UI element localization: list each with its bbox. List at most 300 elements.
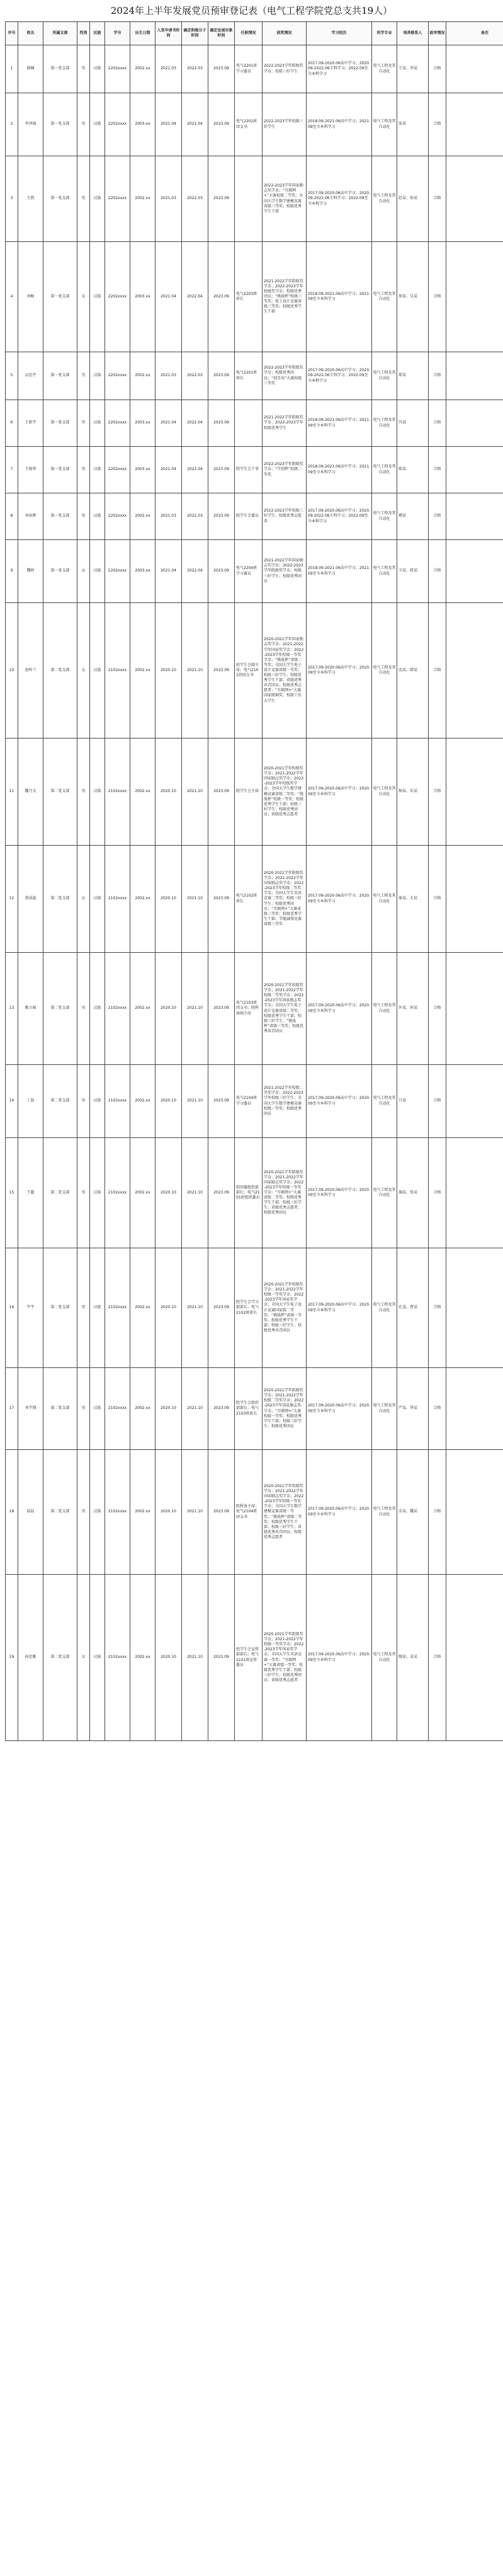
table-row — [6, 493, 503, 540]
cell-contact: 冯某 — [397, 400, 429, 447]
cell-dev: 2023.09 — [208, 1138, 235, 1248]
table-row — [6, 352, 503, 400]
cell-act: 2021.10 — [182, 1065, 208, 1138]
cell-award: 2020-2021学年校级奖学金；2021-2022学年国家励志奖学金；2022-2023学年校级奖学金；全国大学生数学建模竞赛省级二等奖；“挑战杯”校级一等奖；校级优秀学生干部；校级三好学生；校级优秀团员；省级优秀志愿者 — [263, 739, 307, 846]
cell-contact: 金某、魏某 — [397, 1450, 429, 1575]
cell-dev: 2023.09 — [208, 400, 235, 447]
cell-birth: 2003.xx — [130, 242, 155, 352]
cell-name: 魏乃文 — [18, 739, 43, 846]
cell-contact: 赵某、孙某 — [397, 156, 429, 242]
cell-major: 电气工程及其自动化 — [372, 1368, 397, 1450]
cell-sid: 2202xxxx — [105, 156, 130, 242]
cell-no: 9 — [6, 540, 18, 603]
cell-name: 孟思宇 — [18, 352, 43, 400]
cell-study: 2017.09-2020.06高中学习；2020.09至今本科学习 — [307, 1248, 372, 1368]
cell-app: 2020.10 — [155, 1368, 182, 1450]
cell-name: 温晨 — [18, 1450, 43, 1575]
cell-major: 电气工程及其自动化 — [372, 352, 397, 400]
cell-note — [446, 447, 503, 493]
column-header: 性别 — [77, 22, 90, 45]
cell-app: 2021.03 — [155, 352, 182, 400]
cell-birth: 2002.xx — [130, 1450, 155, 1575]
cell-dev: 2023.09 — [208, 242, 235, 352]
cell-name: 韩楠 — [18, 45, 43, 93]
cell-no: 18 — [6, 1450, 18, 1575]
cell-app: 2021.03 — [155, 493, 182, 540]
cell-sid: 2202xxxx — [105, 352, 130, 400]
cell-sid: 2202xxxx — [105, 93, 130, 156]
cell-app: 2020.10 — [155, 1248, 182, 1368]
column-header: 学号 — [105, 22, 130, 45]
cell-birth: 2002.xx — [130, 846, 155, 953]
cell-note — [446, 1065, 503, 1138]
cell-dev: 2023.09 — [208, 603, 235, 739]
cell-note — [446, 1138, 503, 1248]
cell-contact: 吕某 — [397, 1065, 429, 1138]
cell-eth: 汉族 — [90, 45, 105, 93]
cell-gender: 男 — [77, 493, 90, 540]
cell-act: 2022.03 — [182, 352, 208, 400]
cell-no: 13 — [6, 953, 18, 1065]
cell-check: 合格 — [429, 400, 446, 447]
cell-branch: 第二党支部 — [43, 846, 77, 953]
cell-sid: 2102xxxx — [105, 739, 130, 846]
cell-eth: 汉族 — [90, 1248, 105, 1368]
cell-eth: 汉族 — [90, 953, 105, 1065]
cell-award: 2022-2023学年院级奖学金；校级优秀团员；“创青春”大赛校级三等奖 — [263, 352, 307, 400]
cell-contact: 严某、华某 — [397, 1368, 429, 1450]
cell-eth: 汉族 — [90, 739, 105, 846]
cell-study: 2017.09-2020.06高中学习；2020.09-2022.06专科学习；2022.09至今本科学习 — [307, 156, 372, 242]
cell-award: 2021-2022学年院级奖学金；2022-2023学年校级优秀学生 — [263, 400, 307, 447]
cell-no: 15 — [6, 1138, 18, 1248]
cell-note — [446, 352, 503, 400]
cell-no: 11 — [6, 739, 18, 846]
table-row — [6, 1575, 503, 1741]
table-row — [6, 1368, 503, 1450]
cell-app: 2021.03 — [155, 156, 182, 242]
cell-no: 5 — [6, 352, 18, 400]
cell-no: 8 — [6, 493, 18, 540]
cell-no: 2 — [6, 93, 18, 156]
cell-app: 2021.04 — [155, 540, 182, 603]
cell-birth: 2003.xx — [130, 540, 155, 603]
cell-study: 2017.09-2020.06高中学习；2020.09至今本科学习 — [307, 1575, 372, 1741]
cell-note — [446, 846, 503, 953]
cell-no: 1 — [6, 45, 18, 93]
cell-sid: 2202xxxx — [105, 447, 130, 493]
cell-gender: 男 — [77, 400, 90, 447]
cell-gender: 女 — [77, 242, 90, 352]
cell-act: 2022.04 — [182, 540, 208, 603]
cell-check: 合格 — [429, 846, 446, 953]
cell-contact: 褚某 — [397, 493, 429, 540]
cell-award: 2020-2021学年校级奖学金；2021-2022学年校级一等奖学金；2022-2023学年国家奖学金；全国大学生电子设计竞赛国家级二等奖；“挑战杯”省级一等奖；校级优秀学生干部；校级三好学生；校级优秀共青团员 — [263, 1248, 307, 1368]
cell-note — [446, 1450, 503, 1575]
cell-check: 合格 — [429, 447, 446, 493]
cell-act: 2022.03 — [182, 156, 208, 242]
cell-award: 2022-2023学年校级三好学生 — [263, 93, 307, 156]
table-row — [6, 540, 503, 603]
cell-gender: 男 — [77, 93, 90, 156]
cell-eth: 汉族 — [90, 846, 105, 953]
column-header: 所学专业 — [372, 22, 397, 45]
cell-note — [446, 400, 503, 447]
cell-major: 电气工程及其自动化 — [372, 1248, 397, 1368]
cell-gender: 男 — [77, 45, 90, 93]
cell-app: 2021.04 — [155, 93, 182, 156]
cell-birth: 2002.xx — [130, 603, 155, 739]
cell-award: 2022-2023学年院级奖学金；“学创杯”校级二等奖 — [263, 447, 307, 493]
cell-eth: 汉族 — [90, 1138, 105, 1248]
cell-major: 电气工程及其自动化 — [372, 1575, 397, 1741]
cell-act: 2021.10 — [182, 1450, 208, 1575]
cell-award: 2020-2021学年校级奖学金；2021-2022学年国家励志奖学金；2022-2023学年校级一等奖学金；全国大学生数学建模竞赛省级一等奖；“挑战杯”省级二等奖；校级优秀学生干部；校级三好学生；省级优秀共青团员；校级优秀志愿者 — [263, 1450, 307, 1575]
cell-name: 丁磊 — [18, 1065, 43, 1138]
cell-contact: 周某、吴某 — [397, 242, 429, 352]
column-header: 确定发展对象时间 — [208, 22, 235, 45]
cell-gender: 男 — [77, 352, 90, 400]
cell-eth: 汉族 — [90, 242, 105, 352]
cell-branch: 第一党支部 — [43, 447, 77, 493]
cell-duty: 电气2204班学习委员 — [235, 540, 263, 603]
cell-branch: 第二党支部 — [43, 1248, 77, 1368]
cell-study: 2017.09-2020.06高中学习；2020.09-2022.06专科学习；2022.09至今本科学习 — [307, 493, 372, 540]
cell-study: 2017.09-2020.06高中学习；2020.09至今本科学习 — [307, 1450, 372, 1575]
cell-duty: 院学生会学习部部长；电气2102班班长 — [235, 1248, 263, 1368]
cell-note — [446, 93, 503, 156]
cell-branch: 第一党支部 — [43, 45, 77, 93]
cell-duty: 院学生会干事 — [235, 447, 263, 493]
table-row — [6, 846, 503, 953]
cell-eth: 汉族 — [90, 352, 105, 400]
cell-duty: 电气2102班班长 — [235, 846, 263, 953]
cell-major: 电气工程及其自动化 — [372, 156, 397, 242]
cell-dev: 2023.09 — [208, 1248, 235, 1368]
cell-gender: 女 — [77, 603, 90, 739]
cell-dev: 2023.09 — [208, 953, 235, 1065]
cell-sid: 2102xxxx — [105, 953, 130, 1065]
column-header: 所属支部 — [43, 22, 77, 45]
cell-birth: 2002.xx — [130, 352, 155, 400]
cell-no: 6 — [6, 400, 18, 447]
cell-name: 王凯 — [18, 156, 43, 242]
column-header: 政审情况 — [429, 22, 446, 45]
cell-gender: 男 — [77, 739, 90, 846]
cell-duty: 校学生会副主席；电气2101班团支书 — [235, 603, 263, 739]
cell-branch: 第二党支部 — [43, 1575, 77, 1741]
cell-award: 2020-2021学年院级奖学金；2021-2022学年国家励志奖学金；2022-2023学年校级一等奖学金；“互联网+”大赛省级二等奖；校级优秀学生干部；校级三好学生；省级优秀志愿者；校级优秀团员 — [263, 1138, 307, 1248]
cell-major: 电气工程及其自动化 — [372, 447, 397, 493]
column-header: 民族 — [90, 22, 105, 45]
cell-note — [446, 953, 503, 1065]
cell-gender: 女 — [77, 846, 90, 953]
cell-branch: 第二党支部 — [43, 953, 77, 1065]
cell-no: 16 — [6, 1248, 18, 1368]
cell-birth: 2002.xx — [130, 953, 155, 1065]
cell-major: 电气工程及其自动化 — [372, 953, 397, 1065]
cell-check: 合格 — [429, 603, 446, 739]
column-header: 序号 — [6, 22, 18, 45]
cell-major: 电气工程及其自动化 — [372, 603, 397, 739]
cell-no: 7 — [6, 447, 18, 493]
cell-duty: 电气2104班学习委员 — [235, 1065, 263, 1138]
cell-act: 2021.10 — [182, 846, 208, 953]
cell-dev: 2023.09 — [208, 739, 235, 846]
cell-eth: 汉族 — [90, 1575, 105, 1741]
cell-award: 2022-2023学年国家励志奖学金；“互联网+”大赛校级二等奖；全国大学生数学建模竞赛省级三等奖；校级优秀学生干部 — [263, 156, 307, 242]
cell-dev: 2023.09 — [208, 1575, 235, 1741]
table-row — [6, 1065, 503, 1138]
cell-study: 2017.09-2020.06高中学习；2020.09-2022.06专科学习；2022.09至今本科学习 — [307, 45, 372, 93]
cell-dev: 2023.09 — [208, 846, 235, 953]
cell-note — [446, 45, 503, 93]
cell-gender: 男 — [77, 1138, 90, 1248]
cell-check: 合格 — [429, 1450, 446, 1575]
cell-check: 合格 — [429, 156, 446, 242]
cell-eth: 汉族 — [90, 1065, 105, 1138]
cell-check: 合格 — [429, 93, 446, 156]
cell-award: 2022-2023学年院级奖学金；校级三好学生 — [263, 45, 307, 93]
cell-sid: 2202xxxx — [105, 400, 130, 447]
cell-eth: 汉族 — [90, 1368, 105, 1450]
cell-study: 2018.09-2021.06高中学习；2021.09至今本科学习 — [307, 540, 372, 603]
cell-major: 电气工程及其自动化 — [372, 739, 397, 846]
cell-contact: 许某、何某 — [397, 953, 429, 1065]
cell-app: 2020.10 — [155, 1138, 182, 1248]
table-row — [6, 242, 503, 352]
cell-act: 2022.03 — [182, 45, 208, 93]
cell-contact: 秦某、尤某 — [397, 846, 429, 953]
cell-no: 12 — [6, 846, 18, 953]
cell-no: 14 — [6, 1065, 18, 1138]
cell-contact: 郑某 — [397, 352, 429, 400]
cell-contact: 张某 — [397, 93, 429, 156]
cell-major: 电气工程及其自动化 — [372, 242, 397, 352]
cell-name: 王新宇 — [18, 400, 43, 447]
cell-name: 姚立园 — [18, 953, 43, 1065]
cell-major: 电气工程及其自动化 — [372, 45, 397, 93]
cell-birth: 2002.xx — [130, 45, 155, 93]
table-row — [6, 603, 503, 739]
table-row — [6, 447, 503, 493]
cell-duty: 校学生会宣传部部长；电气2101班宣传委员 — [235, 1575, 263, 1741]
cell-note — [446, 1368, 503, 1450]
cell-branch: 第二党支部 — [43, 603, 77, 739]
cell-name: 魏婷 — [18, 540, 43, 603]
cell-birth: 2002.xx — [130, 1368, 155, 1450]
cell-sid: 2202xxxx — [105, 493, 130, 540]
cell-sid: 2102xxxx — [105, 1450, 130, 1575]
column-header: 出生日期 — [130, 22, 155, 45]
cell-gender: 男 — [77, 156, 90, 242]
cell-study: 2017.09-2020.06高中学习；2020.09至今本科学习 — [307, 739, 372, 846]
cell-app: 2020.10 — [155, 739, 182, 846]
cell-eth: 汉族 — [90, 603, 105, 739]
cell-gender: 男 — [77, 953, 90, 1065]
cell-app: 2020.10 — [155, 846, 182, 953]
table-row — [6, 1138, 503, 1248]
table-header-row — [6, 22, 503, 45]
cell-study: 2018.09-2021.06高中学习；2021.09至今本科学习 — [307, 93, 372, 156]
cell-branch: 第一党支部 — [43, 400, 77, 447]
cell-act: 2021.10 — [182, 1575, 208, 1741]
cell-act: 2021.10 — [182, 603, 208, 739]
cell-check: 合格 — [429, 540, 446, 603]
cell-note — [446, 242, 503, 352]
cell-dev: 2023.09 — [208, 45, 235, 93]
cell-sid: 2202xxxx — [105, 540, 130, 603]
column-header: 备注 — [446, 22, 503, 45]
cell-name: 刘宇翔 — [18, 1368, 43, 1450]
cell-sid: 2202xxxx — [105, 45, 130, 93]
cell-contact: 杨某、朱某 — [397, 739, 429, 846]
cell-duty: 院学生会委员 — [235, 493, 263, 540]
cell-sid: 2202xxxx — [105, 242, 130, 352]
column-header: 培养联系人 — [397, 22, 429, 45]
cell-sid: 2102xxxx — [105, 603, 130, 739]
cell-birth: 2003.xx — [130, 447, 155, 493]
cell-dev: 2023.09 — [208, 1065, 235, 1138]
cell-no: 17 — [6, 1368, 18, 1450]
cell-dev: 2023.09 — [208, 493, 235, 540]
cell-note — [446, 1248, 503, 1368]
cell-duty: 电气2202班团支书 — [235, 93, 263, 156]
cell-study: 2017.09-2020.06高中学习；2020.09-2022.06专科学习；2022.09至今本科学习 — [307, 352, 372, 400]
cell-duty: 电气2203班班长 — [235, 242, 263, 352]
cell-award: 2020-2021学年院级奖学金；2021-2022学年校级一等奖学金；2022-2023学年国家奖学金；全国大学生英语竞赛一等奖；“互联网+”大赛省级一等奖；校级优秀学生干部；校级三好学生；校级优秀团员；省级优秀志愿者 — [263, 1575, 307, 1741]
cell-check: 合格 — [429, 1138, 446, 1248]
cell-birth: 2002.xx — [130, 1065, 155, 1138]
cell-note — [446, 493, 503, 540]
cell-app: 2020.10 — [155, 1450, 182, 1575]
cell-sid: 2102xxxx — [105, 1138, 130, 1248]
cell-note — [446, 739, 503, 846]
cell-branch: 第二党支部 — [43, 739, 77, 846]
table-row — [6, 1248, 503, 1368]
cell-birth: 2002.xx — [130, 739, 155, 846]
cell-name: 刘春晖 — [18, 493, 43, 540]
cell-app: 2020.10 — [155, 1065, 182, 1138]
cell-birth: 2002.xx — [130, 156, 155, 242]
cell-major: 电气工程及其自动化 — [372, 1450, 397, 1575]
cell-no: 10 — [6, 603, 18, 739]
cell-award: 2022-2023学年校级三好学生；校级优秀志愿者 — [263, 493, 307, 540]
cell-eth: 汉族 — [90, 93, 105, 156]
cell-note — [446, 1575, 503, 1741]
cell-eth: 汉族 — [90, 1450, 105, 1575]
cell-study: 2018.09-2021.06高中学习；2021.09至今本科学习 — [307, 242, 372, 352]
column-header: 确定积极分子时间 — [182, 22, 208, 45]
cell-dev: 2023.09 — [208, 156, 235, 242]
registration-table — [5, 21, 503, 1741]
cell-major: 电气工程及其自动化 — [372, 1138, 397, 1248]
cell-award: 2020-2021学年院级奖学金；2021-2022学年校级二等奖学金；2022-2023学年国家励志奖学金；“互联网+”大赛校级一等奖；校级优秀学生干部；校级三好学生；校级优秀团员 — [263, 1368, 307, 1450]
cell-branch: 第二党支部 — [43, 1065, 77, 1138]
cell-act: 2022.03 — [182, 493, 208, 540]
cell-name: 王俊华 — [18, 447, 43, 493]
cell-contact: 沈某、韩某 — [397, 603, 429, 739]
cell-birth: 2002.xx — [130, 1575, 155, 1741]
cell-check: 合格 — [429, 1065, 446, 1138]
cell-dev: 2023.09 — [208, 540, 235, 603]
cell-study: 2017.09-2020.06高中学习；2020.09至今本科学习 — [307, 1368, 372, 1450]
cell-check: 合格 — [429, 45, 446, 93]
cell-study: 2017.09-2020.06高中学习；2020.09至今本科学习 — [307, 1138, 372, 1248]
cell-award: 2020-2021学年院级奖学金；2021-2022学年国家励志奖学金；2022-2023学年校级二等奖学金；全国大学生英语竞赛二等奖；校级三好学生；校级优秀团员；“互联网+”大赛省级三等奖；校级优秀学生干部；节能减排竞赛省级三等奖 — [263, 846, 307, 953]
cell-app: 2020.10 — [155, 953, 182, 1065]
cell-gender: 男 — [77, 1065, 90, 1138]
cell-duty — [235, 156, 263, 242]
cell-sid: 2102xxxx — [105, 1368, 130, 1450]
cell-sid: 2102xxxx — [105, 1575, 130, 1741]
cell-major: 电气工程及其自动化 — [372, 400, 397, 447]
cell-award: 2020-2021学年校级奖学金；2021-2022学年校级二等奖学金；2022-2023学年国家励志奖学金；全国大学生电子设计竞赛省级二等奖；校级优秀学生干部；校级三好学生；“挑战杯”省级三等奖；校级优秀共青团员 — [263, 953, 307, 1065]
cell-dev: 2023.09 — [208, 93, 235, 156]
cell-contact: 陈某 — [397, 447, 429, 493]
cell-birth: 2003.xx — [130, 400, 155, 447]
cell-check: 合格 — [429, 352, 446, 400]
cell-no: 19 — [6, 1575, 18, 1741]
cell-act: 2021.10 — [182, 1138, 208, 1248]
cell-duty: 院学生会主席 — [235, 739, 263, 846]
cell-contact: 卫某、蒋某 — [397, 540, 429, 603]
cell-act: 2021.10 — [182, 953, 208, 1065]
cell-study: 2017.09-2020.06高中学习；2020.09至今本科学习 — [307, 1065, 372, 1138]
cell-act: 2021.10 — [182, 1368, 208, 1450]
cell-duty: 校团委组织部部长；电气2101班组织委员 — [235, 1138, 263, 1248]
cell-award: 2021-2022学年院级奖学金；2022-2023学年校级奖学金；校级优秀团员；“挑战杯”校级三等奖；电子设计竞赛省级三等奖；校级优秀学生干部 — [263, 242, 307, 352]
cell-branch: 第一党支部 — [43, 352, 77, 400]
cell-check: 合格 — [429, 242, 446, 352]
cell-gender: 男 — [77, 1368, 90, 1450]
cell-act: 2022.04 — [182, 447, 208, 493]
cell-award: 2021-2022学年校级二等奖学金；2022-2023学年校级三好学生；全国大学生数学建模竞赛校级一等奖；校级优秀团员 — [263, 1065, 307, 1138]
cell-award: 2020-2021学年国家励志奖学金；2021-2022学年国家奖学金；2022-2023学年校级一等奖学金；“挑战杯”省级二等奖；全国大学生电子设计竞赛省级一等奖；校级三好学生；校级优秀学生干部；省级优秀共青团员；校级优秀志愿者；“互联网+”大赛国家级铜奖；校级十佳大学生 — [263, 603, 307, 739]
table-row — [6, 156, 503, 242]
cell-name: 李泽瑞 — [18, 93, 43, 156]
cell-note — [446, 156, 503, 242]
cell-branch: 第一党支部 — [43, 93, 77, 156]
cell-award: 2021-2022学年国家励志奖学金；2022-2023学年院级奖学金；校级三好学生；校级优秀团员 — [263, 540, 307, 603]
cell-gender: 男 — [77, 447, 90, 493]
cell-name: 王超 — [18, 1138, 43, 1248]
cell-gender: 女 — [77, 540, 90, 603]
cell-major: 电气工程及其自动化 — [372, 846, 397, 953]
page-title: 2024年上半年发展党员预审登记表（电气工程学院党总支共19人） — [110, 5, 393, 16]
cell-study: 2018.09-2021.06高中学习；2021.09至今本科学习 — [307, 400, 372, 447]
cell-dev: 2023.09 — [208, 447, 235, 493]
cell-name: 胡成蕊 — [18, 846, 43, 953]
cell-birth: 2002.xx — [130, 1248, 155, 1368]
cell-contact: 陶某、姜某 — [397, 1575, 429, 1741]
table-row — [6, 93, 503, 156]
cell-contact: 施某、张某 — [397, 1138, 429, 1248]
cell-major: 电气工程及其自动化 — [372, 93, 397, 156]
cell-act: 2022.04 — [182, 93, 208, 156]
cell-branch: 第一党支部 — [43, 493, 77, 540]
cell-act: 2021.10 — [182, 739, 208, 846]
cell-app: 2020.10 — [155, 603, 182, 739]
cell-branch: 第二党支部 — [43, 1450, 77, 1575]
cell-check: 合格 — [429, 1248, 446, 1368]
cell-eth: 汉族 — [90, 400, 105, 447]
cell-major: 电气工程及其自动化 — [372, 493, 397, 540]
cell-major: 电气工程及其自动化 — [372, 1065, 397, 1138]
cell-eth: 汉族 — [90, 447, 105, 493]
cell-eth: 汉族 — [90, 540, 105, 603]
cell-no: 3 — [6, 156, 18, 242]
